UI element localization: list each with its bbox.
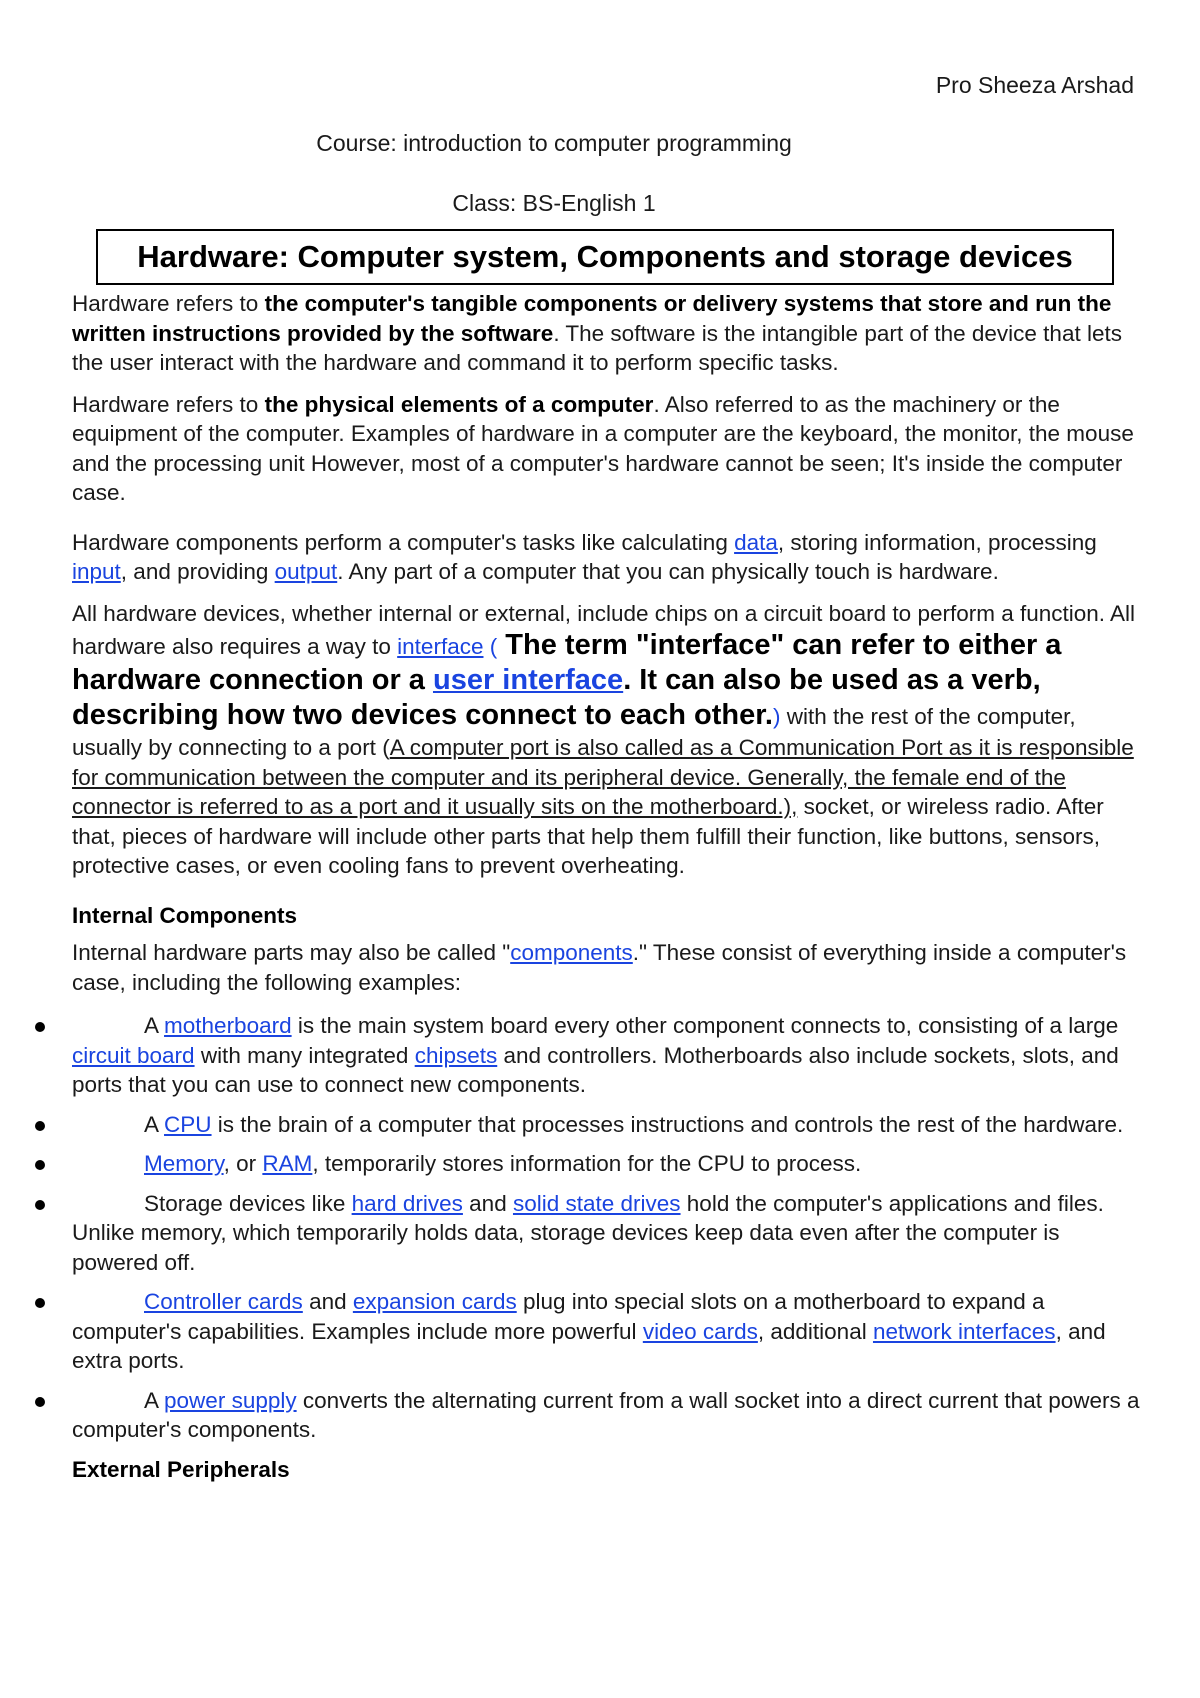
page-title: Hardware: Computer system, Components and storage devices [96,229,1114,285]
list-item [72,1011,1142,1100]
text: and controllers. Motherboards also include sockets, slots, and ports that you can use to connect new components. [72,1042,1119,1097]
link-input[interactable]: input [72,559,121,584]
text: ( [483,634,498,659]
class-line: Class: BS-English 1 [452,190,656,216]
text: Hardware components perform a computer's tasks like calculating [72,529,735,555]
text: Hardware refers to [72,291,265,316]
link-ram[interactable]: RAM [262,1151,313,1176]
text: , or [223,1151,263,1176]
text: A [144,1013,165,1038]
link-chipsets[interactable]: chipsets [414,1042,498,1068]
text: and [462,1190,513,1216]
text: . Any part of a computer that you can physically touch is hardware. [337,559,999,584]
link-network-interfaces[interactable]: network interfaces [872,1318,1056,1344]
paragraph-definition-2 [72,390,1142,508]
link-output[interactable]: output [274,559,338,584]
text: with the rest of the computer, usually by connecting to a port ( [72,704,1076,760]
text: and [302,1289,353,1314]
list-item [72,1149,1142,1179]
text: . The software is the intangible part of the device that lets the user interact with the hardware and command it to perform specific tasks. [72,320,1122,375]
text: , temporarily stores information for the CPU to process. [312,1151,862,1176]
interface-definition: The term "interface" can refer to either a hardware connection or a [72,629,1062,696]
component-list [72,1011,1142,1445]
bold-text: the physical elements of a computer [264,391,654,417]
text: , storing information, processing [777,529,1097,555]
link-expansion-cards[interactable]: expansion cards [352,1289,517,1314]
text: is the brain of a computer that processes instructions and controls the rest of the hardware. [211,1111,1124,1137]
bullet-icon [35,1397,45,1407]
list-item [72,1189,1142,1278]
bullet-icon [35,1200,45,1210]
link-video-cards[interactable]: video cards [642,1318,758,1344]
bullet-icon [35,1160,45,1170]
interface-definition-end: . It can also be used as a verb, describing how two devices connect to each other. [72,664,1041,731]
bullet-icon [35,1121,45,1131]
text: Storage devices like [144,1190,352,1216]
link-interface[interactable]: interface [397,634,484,659]
list-item [72,1386,1142,1445]
text: ." These consist of everything inside a computer's case, including the following examples: [72,940,1127,995]
author-name: Pro Sheeza Arshad [935,72,1134,98]
course-line: Course: introduction to computer programming [316,130,792,156]
link-hard-drives[interactable]: hard drives [351,1190,463,1216]
text: , and extra ports. [72,1318,1106,1373]
paragraph-internal [72,938,1142,997]
link-circuit-board[interactable]: circuit board [72,1042,195,1068]
text: Hardware refers to [72,391,265,417]
text: . Also referred to as the machinery or the equipment of the computer. Examples of hardware in a computer are the keyboard, the monitor, the mouse and the processing unit However, most of a computer's hardware cannot be seen; It's inside the computer case. [72,391,1134,505]
link-user-interface[interactable]: user interface [432,664,624,696]
text: All hardware devices, whether internal or external, include chips on a circuit board to perform a function. All hardware also requires a way to [72,600,1136,659]
text: plug into special slots on a motherboard to expand a computer's capabilities. Examples include more powerful [72,1289,1045,1344]
link-data[interactable]: data [734,529,778,555]
heading-external-peripherals: External Peripherals [72,1456,290,1482]
text: , additional [757,1318,873,1344]
link-cpu[interactable]: CPU [164,1111,212,1137]
list-item [72,1287,1142,1376]
text: Internal hardware parts may also be called " [72,940,511,965]
paragraph-definition-1 [72,289,1142,378]
paragraph-components [72,528,1142,587]
text: , and providing [120,559,275,584]
port-definition: A computer port is also called as a Communication Port as it is responsible for communication between the computer and its peripheral device. Generally, the female end of the connector is referred to as a port and it usually sits on the motherboard.), [72,735,1134,819]
list-item [72,1110,1142,1140]
text: A [144,1387,165,1413]
paragraph-interface [72,599,1142,881]
text: with many integrated [194,1042,415,1068]
bold-text: the computer's tangible components or delivery systems that store and run the written instructions provided by the software [72,291,1112,346]
text: converts the alternating current from a wall socket into a direct current that powers a computer's components. [72,1387,1140,1442]
bullet-icon [35,1022,45,1032]
document-body [72,289,1142,1492]
bullet-icon [35,1298,45,1308]
text: A [144,1111,165,1137]
text: socket, or wireless radio. After that, pieces of hardware will include other parts that help them fulfill their function, like buttons, sensors, protective cases, or even cooling fans to prevent overheating. [72,794,1104,878]
link-motherboard[interactable]: motherboard [164,1013,292,1038]
text: hold the computer's applications and files. Unlike memory, which temporarily holds data, storage devices keep data even after the computer is powered off. [72,1190,1104,1275]
link-solid-state-drives[interactable]: solid state drives [512,1190,681,1216]
text: is the main system board every other component connects to, consisting of a large [291,1013,1119,1038]
link-power-supply[interactable]: power supply [164,1387,297,1413]
link-controller-cards[interactable]: Controller cards [144,1289,303,1314]
text: ) [772,704,781,729]
heading-internal-components: Internal Components [72,902,298,928]
link-components[interactable]: components [510,940,633,965]
link-memory[interactable]: Memory [144,1151,224,1176]
